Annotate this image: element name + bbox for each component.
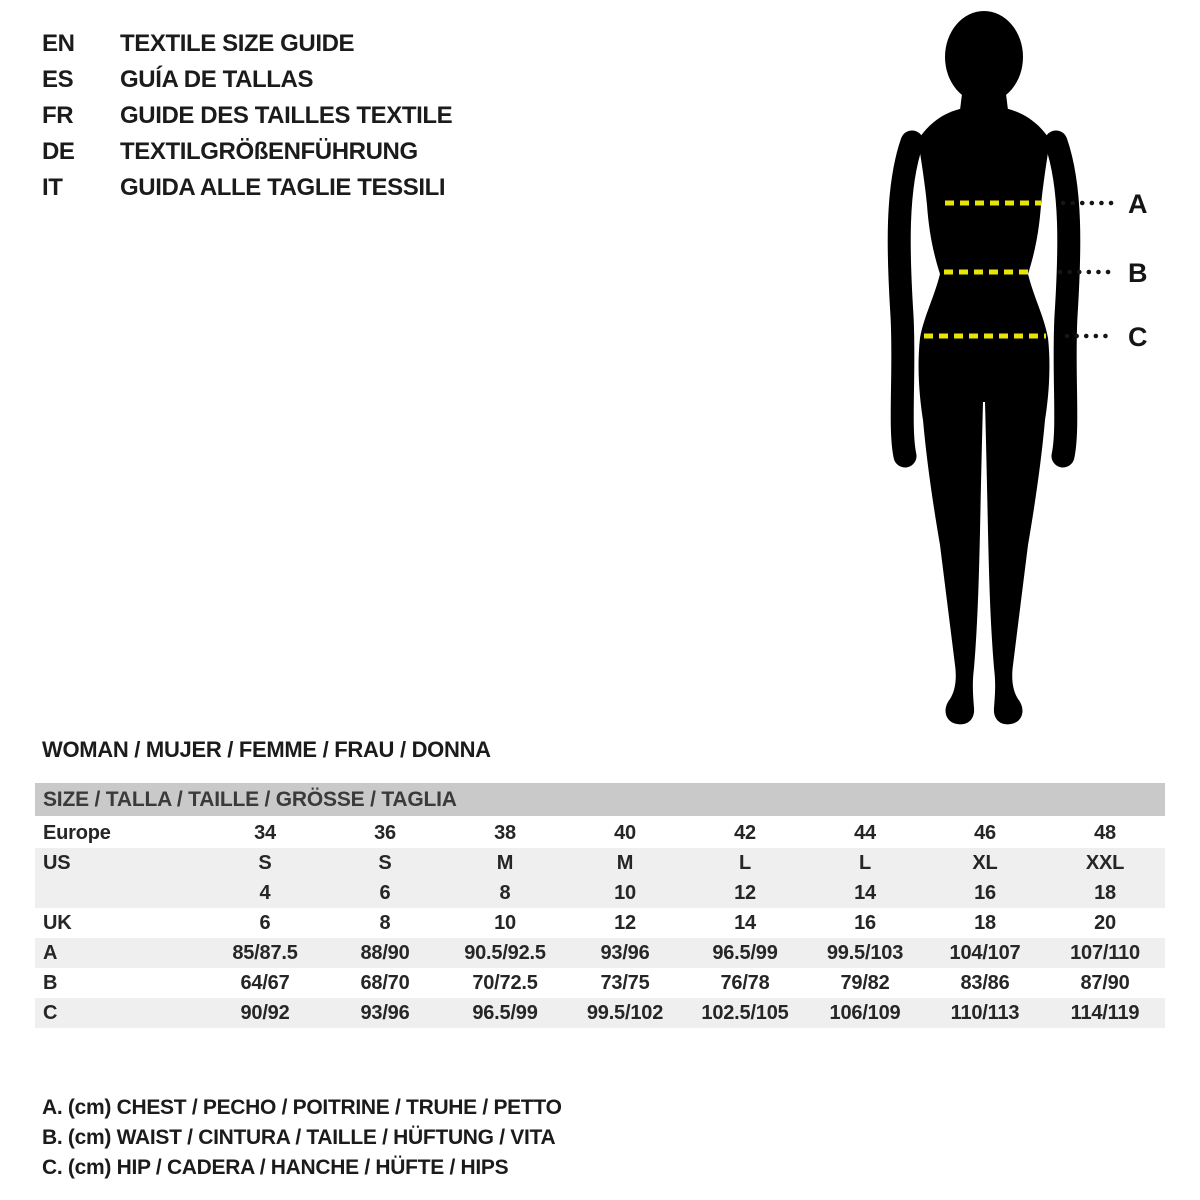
- table-cell: 114/119: [1070, 1002, 1140, 1024]
- language-code: IT: [42, 174, 63, 201]
- table-row: [35, 848, 1165, 878]
- table-cell: 79/82: [840, 972, 890, 994]
- row-label: C: [43, 1002, 58, 1024]
- table-cell: L: [858, 852, 872, 874]
- legend-item: A. (cm) CHEST / PECHO / POITRINE / TRUHE / PETTO: [42, 1096, 562, 1119]
- table-cell: 8: [499, 882, 511, 904]
- table-cell: 90/92: [240, 1002, 290, 1024]
- measurement-legend: [42, 1093, 562, 1183]
- table-cell: 6: [259, 912, 271, 934]
- table-cell: 106/109: [829, 1002, 901, 1024]
- table-cell: 10: [614, 882, 636, 904]
- silhouette: [899, 11, 1069, 724]
- table-cell: 6: [379, 882, 391, 904]
- legend-item: C. (cm) HIP / CADERA / HANCHE / HÜFTE / HIPS: [42, 1156, 509, 1179]
- woman-silhouette-svg: [860, 0, 1160, 750]
- language-title: TEXTILGRÖßENFÜHRUNG: [120, 138, 418, 165]
- table-cell: 96.5/99: [472, 1002, 538, 1024]
- table-cell: M: [616, 852, 634, 874]
- silhouette-left-arm: [899, 142, 912, 456]
- table-row: [35, 878, 1165, 908]
- table-row: [35, 998, 1165, 1028]
- table-cell: 8: [379, 912, 391, 934]
- table-cell: 14: [854, 882, 876, 904]
- table-cell: L: [738, 852, 752, 874]
- table-cell: 12: [614, 912, 636, 934]
- table-cell: 38: [494, 822, 516, 844]
- table-cell: 4: [259, 882, 271, 904]
- size-table: [35, 783, 1165, 1028]
- table-cell: 34: [254, 822, 276, 844]
- language-row: [42, 170, 452, 206]
- language-code: DE: [42, 138, 75, 165]
- table-cell: 107/110: [1070, 942, 1140, 964]
- table-cell: 93/96: [360, 1002, 410, 1024]
- table-cell: 18: [974, 912, 996, 934]
- table-cell: 76/78: [720, 972, 770, 994]
- table-cell: 18: [1094, 882, 1116, 904]
- language-title: GUIDE DES TAILLES TEXTILE: [120, 102, 453, 129]
- table-cell: 83/86: [960, 972, 1010, 994]
- row-label: US: [43, 852, 71, 874]
- table-row: [35, 908, 1165, 938]
- table-cell: XL: [972, 852, 998, 874]
- language-title-list: [42, 26, 452, 206]
- table-cell: 87/90: [1080, 972, 1130, 994]
- table-cell: 85/87.5: [232, 942, 298, 964]
- table-cell: S: [258, 852, 272, 874]
- table-cell: 16: [974, 882, 996, 904]
- table-row: [35, 938, 1165, 968]
- silhouette-right-arm: [1056, 142, 1069, 456]
- table-cell: 48: [1094, 822, 1116, 844]
- row-label: Europe: [43, 822, 111, 844]
- table-row: [35, 968, 1165, 998]
- row-label: A: [43, 942, 58, 964]
- table-row: [35, 818, 1165, 848]
- table-cell: 88/90: [360, 942, 410, 964]
- table-cell: 70/72.5: [472, 972, 538, 994]
- marker-label-c: C: [1128, 322, 1148, 352]
- silhouette-body: [918, 106, 1050, 724]
- row-label: UK: [43, 912, 72, 934]
- marker-label-b: B: [1128, 258, 1148, 288]
- language-title: TEXTILE SIZE GUIDE: [120, 30, 355, 57]
- table-cell: 102.5/105: [701, 1002, 789, 1024]
- size-table-body: [35, 818, 1165, 1028]
- language-row: [42, 134, 452, 170]
- table-cell: 68/70: [360, 972, 410, 994]
- table-cell: 40: [614, 822, 636, 844]
- table-cell: 90.5/92.5: [464, 942, 546, 964]
- language-row: [42, 26, 452, 62]
- woman-silhouette-figure: [860, 0, 1160, 750]
- row-label: [35, 878, 205, 908]
- row-label: B: [43, 972, 58, 994]
- table-cell: 64/67: [240, 972, 290, 994]
- table-cell: XXL: [1085, 852, 1125, 874]
- language-code: FR: [42, 102, 74, 129]
- table-cell: 44: [854, 822, 876, 844]
- table-cell: 93/96: [600, 942, 650, 964]
- table-cell: 99.5/103: [826, 942, 904, 964]
- table-cell: 20: [1094, 912, 1116, 934]
- table-cell: 46: [974, 822, 996, 844]
- table-cell: 99.5/102: [586, 1002, 664, 1024]
- table-cell: 16: [854, 912, 876, 934]
- table-cell: 110/113: [950, 1002, 1020, 1024]
- table-cell: 42: [734, 822, 756, 844]
- size-table-header: SIZE / TALLA / TAILLE / GRÖSSE / TAGLIA: [35, 783, 1165, 816]
- language-code: ES: [42, 66, 74, 93]
- table-cell: 10: [494, 912, 516, 934]
- table-cell: 96.5/99: [712, 942, 778, 964]
- legend-item: B. (cm) WAIST / CINTURA / TAILLE / HÜFTUNG / VITA: [42, 1126, 556, 1149]
- gender-heading: WOMAN / MUJER / FEMME / FRAU / DONNA: [42, 737, 491, 762]
- table-cell: 36: [374, 822, 396, 844]
- table-cell: 104/107: [949, 942, 1021, 964]
- language-row: [42, 98, 452, 134]
- language-title: GUIDA ALLE TAGLIE TESSILI: [120, 174, 446, 201]
- marker-label-a: A: [1128, 189, 1148, 219]
- language-row: [42, 62, 452, 98]
- table-cell: 73/75: [600, 972, 650, 994]
- language-title: GUÍA DE TALLAS: [120, 66, 314, 93]
- table-cell: M: [496, 852, 514, 874]
- table-cell: S: [378, 852, 392, 874]
- table-cell: 12: [734, 882, 756, 904]
- language-code: EN: [42, 30, 75, 57]
- table-cell: 14: [734, 912, 756, 934]
